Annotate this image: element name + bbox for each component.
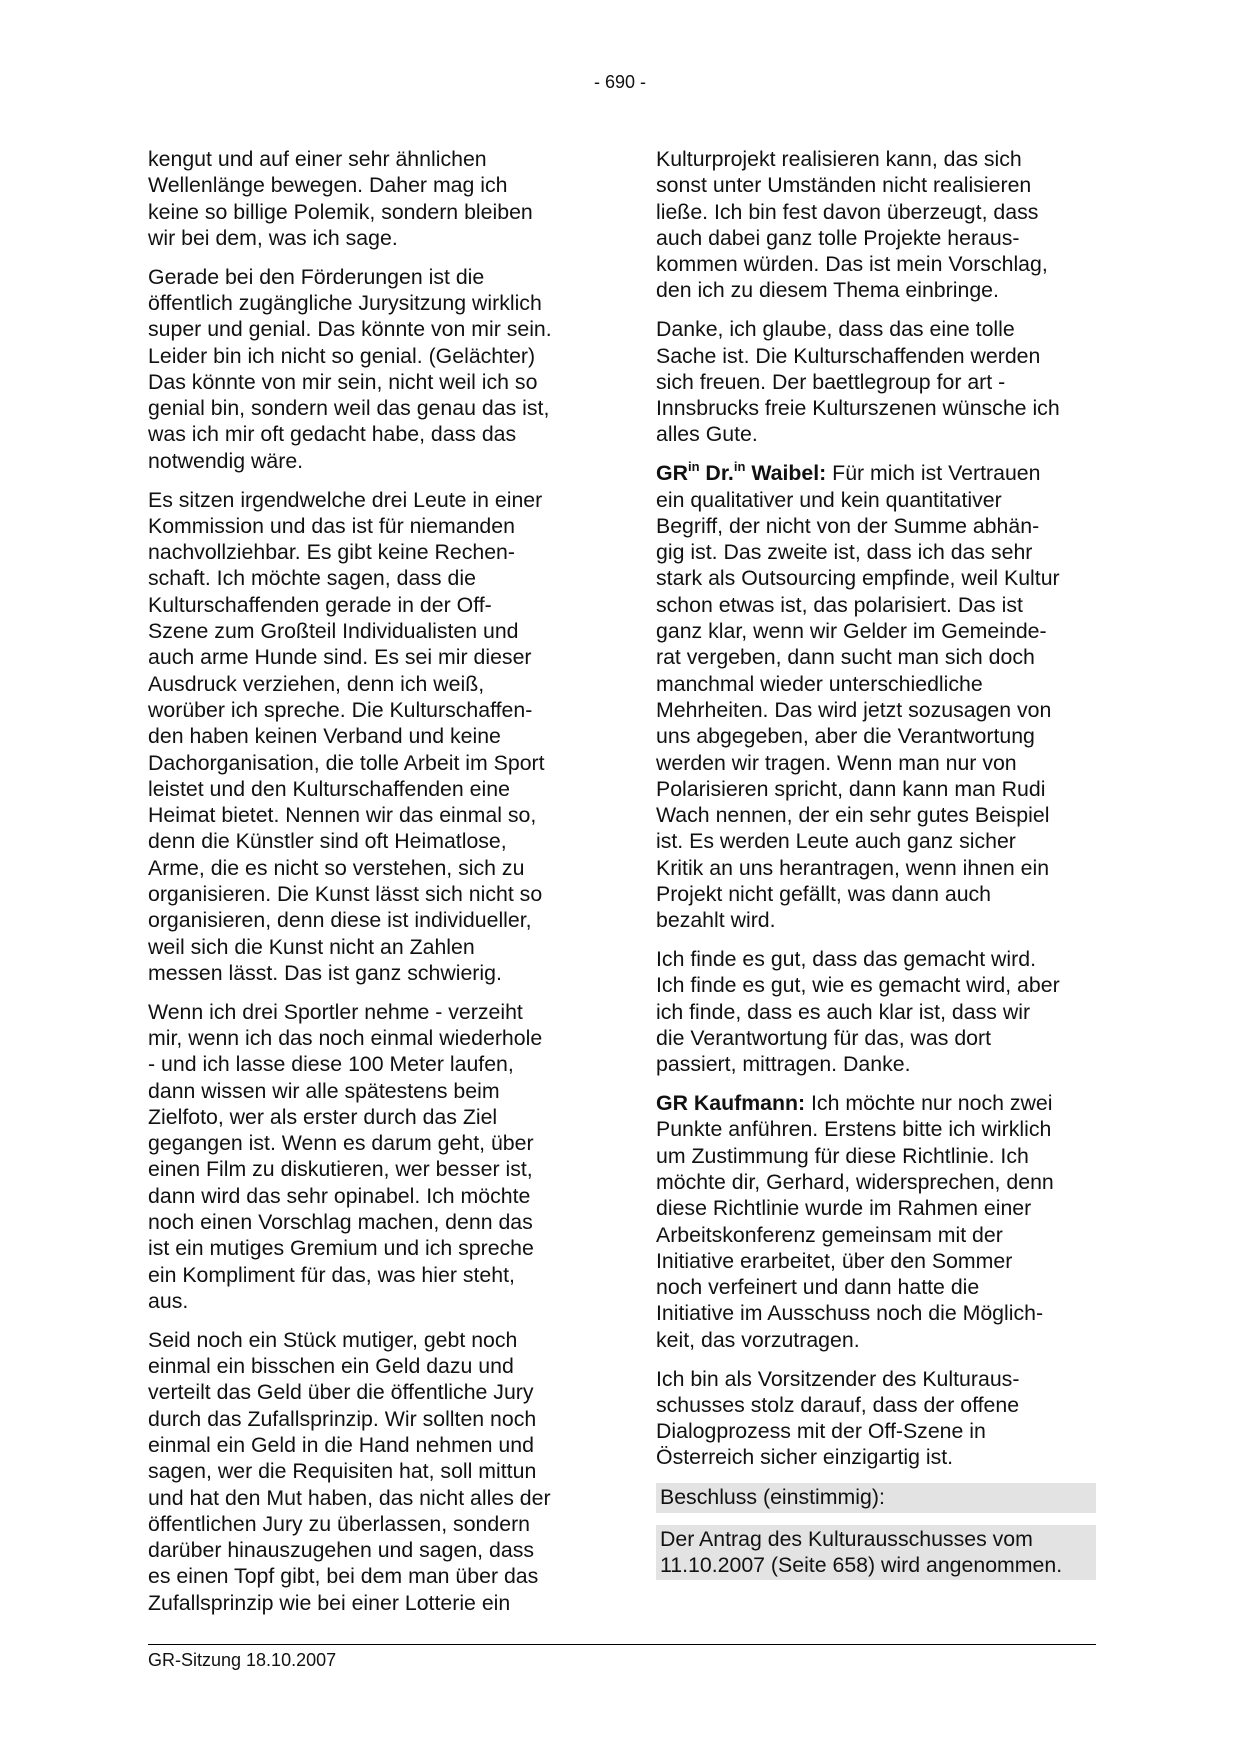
speaker-degree: Dr.: [699, 461, 734, 486]
footer-divider: [148, 1644, 1096, 1645]
speaker-name: GR Kaufmann:: [656, 1091, 806, 1116]
paragraph: Gerade bei den Förderungen ist die öffentlich zugängliche Jurysitzung wirklich super und genial. Das könnte von mir sein. Leider bin ich nicht so genial. (Gelächter) Das könnte von mir sein, nicht weil ich so genial bin, sondern weil das genau das ist, was ich mir oft gedacht habe, dass das notwendig wäre.: [148, 264, 552, 473]
speaker-name: Waibel:: [745, 461, 827, 486]
decision-label: Beschluss (einstimmig):: [656, 1483, 1096, 1512]
paragraph: kengut und auf einer sehr ähnlichen Wellenlänge bewegen. Daher mag ich keine so billige Polemik, sondern bleiben wir bei dem, was ich sage.: [148, 147, 533, 250]
paragraph: Danke, ich glaube, dass das eine tolle Sache ist. Die Kulturschaffenden werden sich freuen. Der baettlegroup for art - Innsbrucks freie Kulturszenen wünsche ich alles Gute.: [656, 317, 1060, 447]
right-column: [656, 146, 1096, 1580]
speaker-label: [656, 461, 826, 485]
paragraph: Seid noch ein Stück mutiger, gebt noch einmal ein bisschen ein Geld dazu und verteilt das Geld über die öffentliche Jury durch das Zufallsprinzip. Wir sollten noch einmal ein Geld in die Hand nehmen und sagen, wer die Requisiten hat, soll mittun und hat den Mut haben, das nicht alles der öffentlichen Jury zu überlassen, sondern darüber hinauszugehen und sagen, dass es einen Topf gibt, bei dem man über das Zufallsprinzip wie bei einer Lotterie ein: [148, 1327, 551, 1615]
speaker-title-suffix: in: [687, 459, 700, 475]
speech-text: Für mich ist Vertrauen ein qualitativer und kein quantitativer Begriff, der nicht von der Summe abhän- gig ist. Das zweite ist, dass ich das sehr stark als Outsourcing empfinde, weil Kultur schon etwas ist, das polarisiert. Das ist ganz klar, wenn wir Gelder im Gemeinde- rat vergeben, dann sucht man sich doch manchmal wieder unterschiedliche Mehrheiten. Das wird jetzt sozusagen von uns abgegeben, aber die Verantwortung werden wir tragen. Wenn man nur von Polarisieren spricht, dann kann man Rudi Wach nennen, der ein sehr gutes Beispiel ist. Es werden Leute auch ganz sicher Kritik an uns herantragen, wenn ihnen ein Projekt nicht gefällt, was dann auch bezahlt wird.: [656, 461, 1060, 933]
left-column: [148, 146, 588, 1616]
speaker-degree-suffix: in: [733, 459, 746, 475]
paragraph: Ich bin als Vorsitzender des Kulturaus- schusses stolz darauf, dass der offene Dialogprozess mit der Off-Szene in Österreich sicher einzigartig ist.: [656, 1366, 1020, 1470]
speaker-title: GR: [656, 461, 688, 486]
paragraph: Ich finde es gut, dass das gemacht wird. Ich finde es gut, wie es gemacht wird, aber ich finde, dass es auch klar ist, dass wir die Verantwortung für das, was dort passiert, mittragen. Danke.: [656, 947, 1060, 1077]
speech-text: Ich möchte nur noch zwei Punkte anführen. Erstens bitte ich wirklich um Zustimmung für diese Richtlinie. Ich möchte dir, Gerhard, widersprechen, denn diese Richtlinie wurde im Rahmen einer Arbeitskonferenz gemeinsam mit der Initiative erarbeitet, über den Sommer noch verfeinert und dann hatte die Initiative im Ausschuss noch die Möglich- keit, das vorzutragen.: [656, 1091, 1054, 1352]
decision-text: Der Antrag des Kulturausschusses vom 11.10.2007 (Seite 658) wird angenommen.: [656, 1525, 1096, 1581]
paragraph: Kulturprojekt realisieren kann, das sich sonst unter Umständen nicht realisieren ließe. Ich bin fest davon überzeugt, dass auch dabei ganz tolle Projekte heraus- kommen würden. Das ist mein Vorschlag, den ich zu diesem Thema einbringe.: [656, 147, 1048, 303]
page-number: - 690 -: [593, 72, 647, 92]
speech-waibel: [656, 460, 1096, 933]
footer-text: GR-Sitzung 18.10.2007: [148, 1650, 337, 1670]
speech-kaufmann: [656, 1090, 1096, 1353]
paragraph: Wenn ich drei Sportler nehme - verzeiht mir, wenn ich das noch einmal wiederhole - und ich lasse diese 100 Meter laufen, dann wissen wir alle spätestens beim Zielfoto, wer als erster durch das Ziel gegangen ist. Wenn es darum geht, über einen Film zu diskutieren, wer besser ist, dann wird das sehr opinabel. Ich möchte noch einen Vorschlag machen, denn das ist ein mutiges Gremium und ich spreche ein Kompliment für das, was hier steht, aus.: [148, 999, 543, 1313]
paragraph: Es sitzen irgendwelche drei Leute in einer Kommission und das ist für niemanden nachvollziehbar. Es gibt keine Rechen- schaft. Ich möchte sagen, dass die Kulturschaffenden gerade in der Off- Szene zum Großteil Individualisten und auch arme Hunde sind. Es sei mir dieser Ausdruck verziehen, denn ich weiß, worüber ich spreche. Die Kulturschaffen- den haben keinen Verband und keine Dachorganisation, die tolle Arbeit im Sport leistet und den Kulturschaffenden eine Heimat bietet. Nennen wir das einmal so, denn die Künstler sind oft Heimatlose, Arme, die es nicht so verstehen, sich zu organisieren. Die Kunst lässt sich nicht so organisieren, denn diese ist individueller, weil sich die Kunst nicht an Zahlen messen lässt. Das ist ganz schwierig.: [148, 487, 545, 985]
